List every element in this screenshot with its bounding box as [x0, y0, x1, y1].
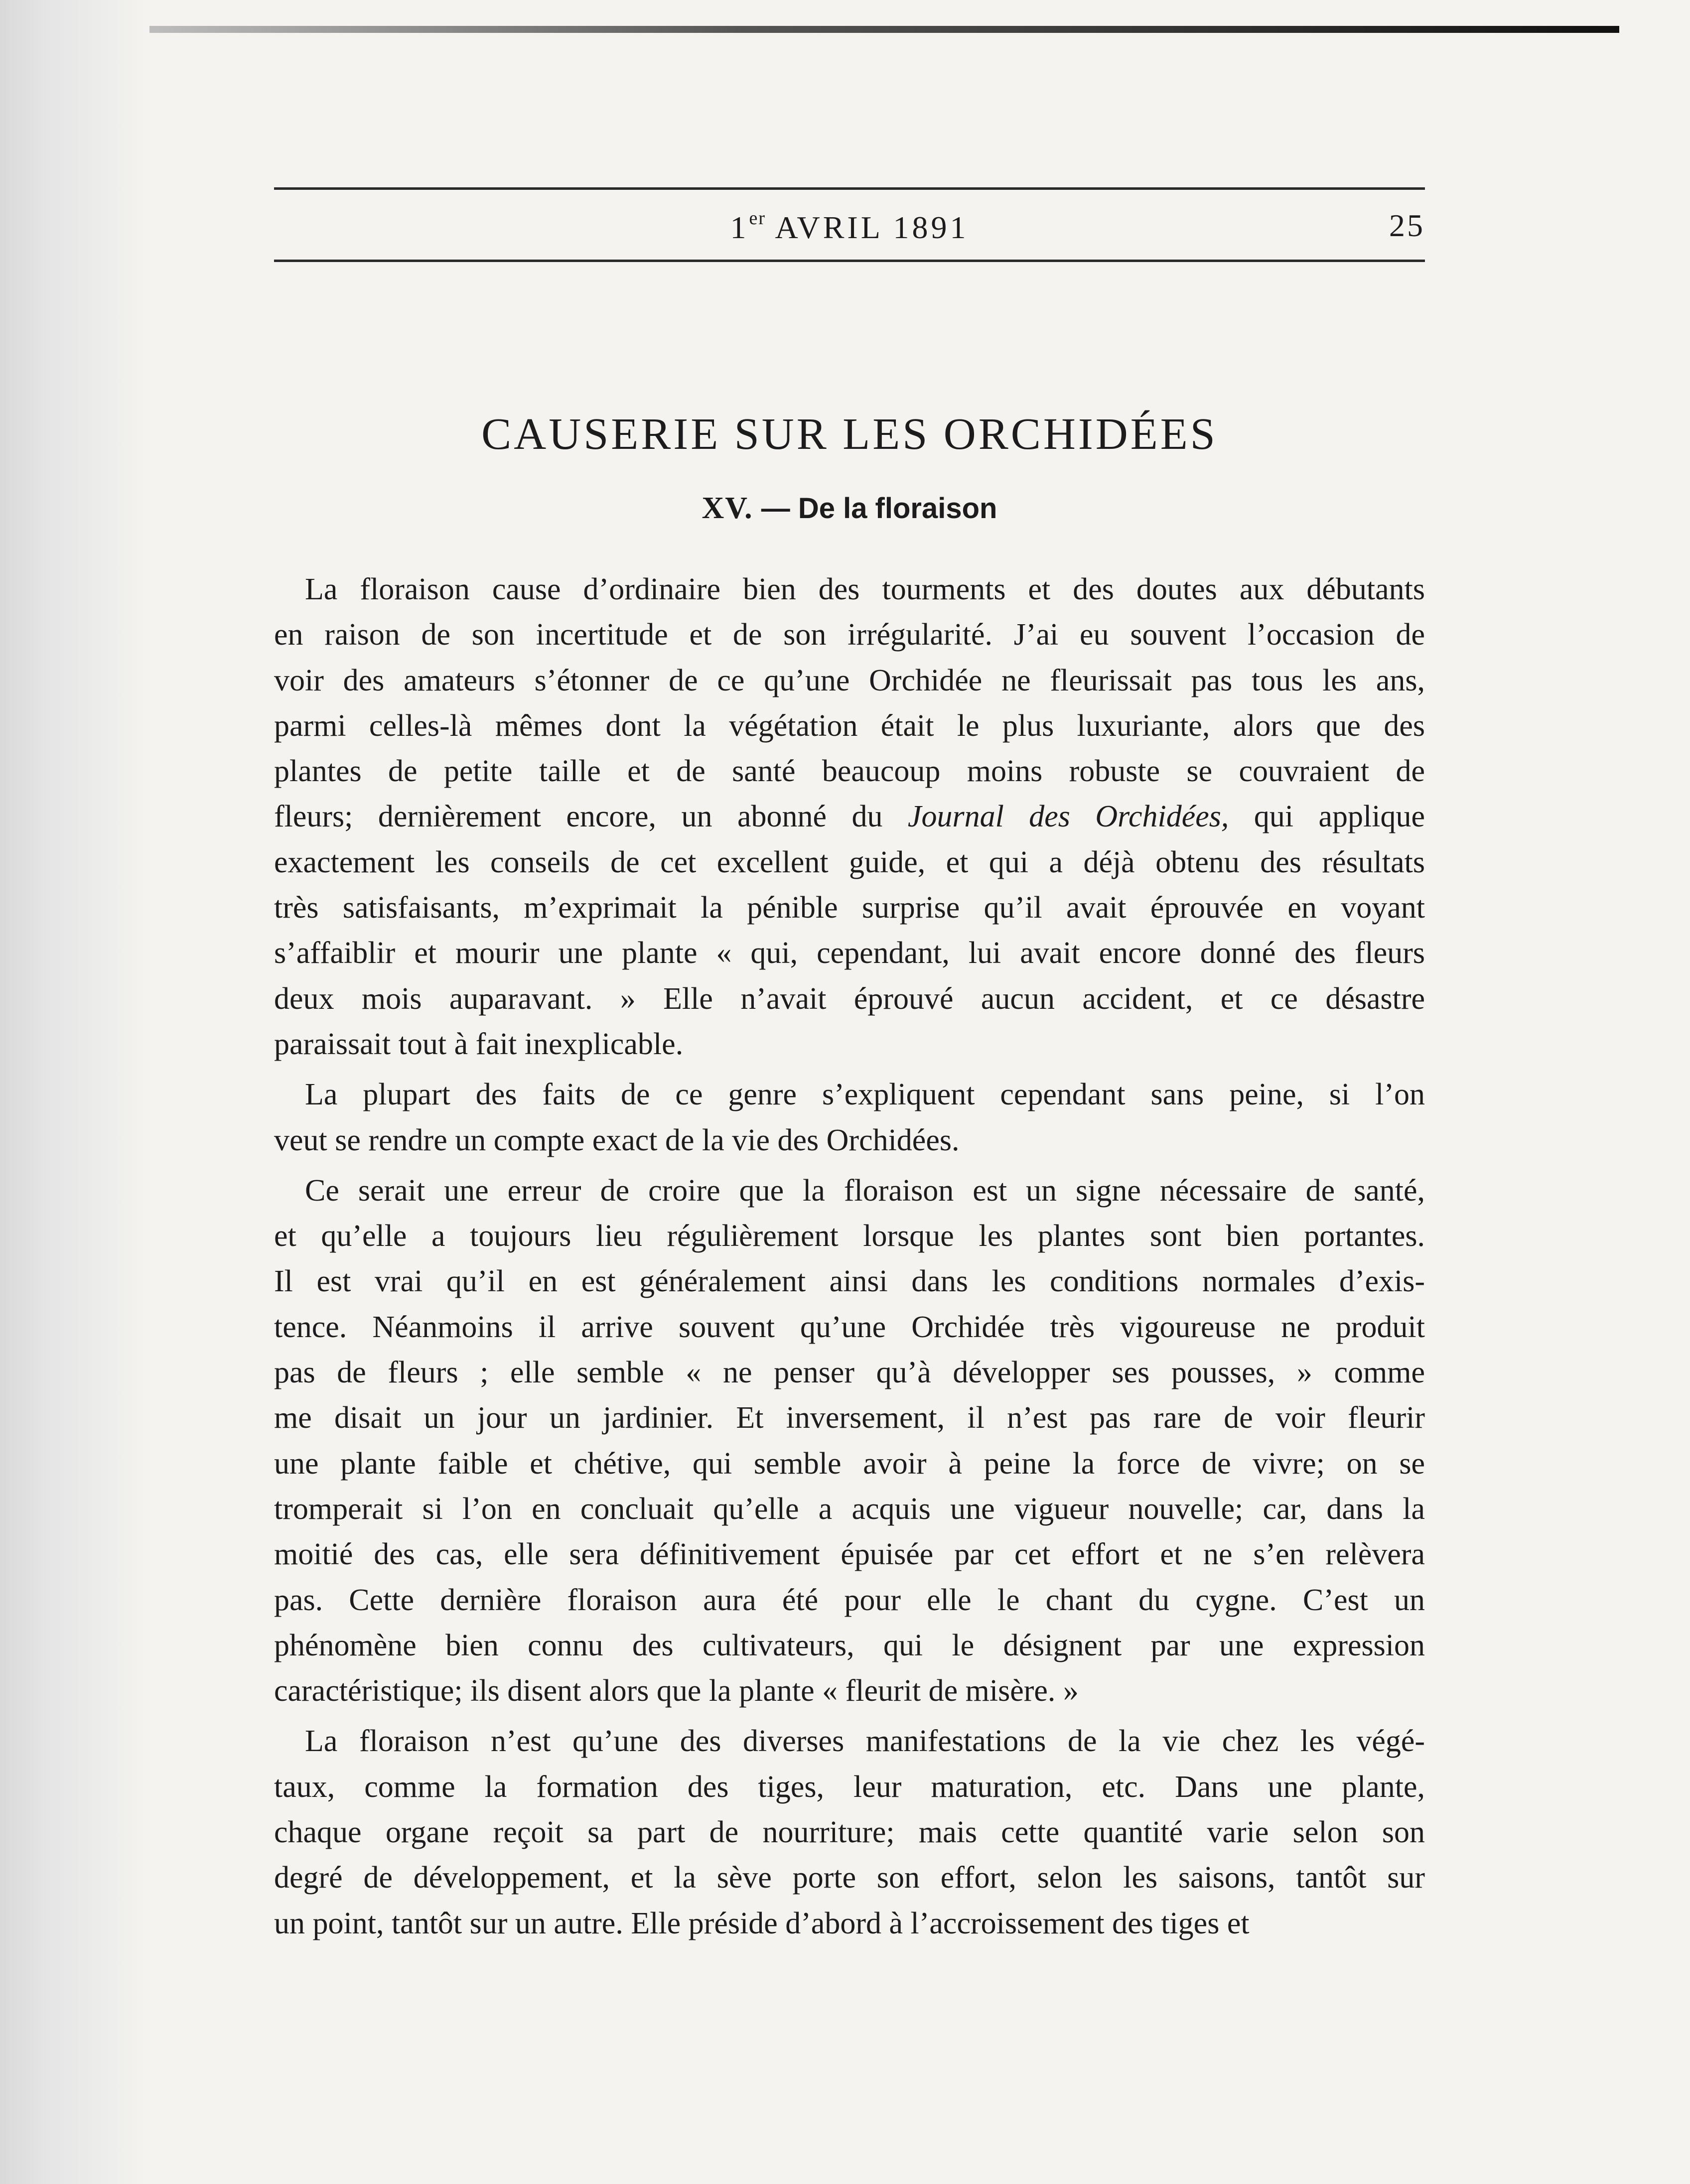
text-line: phénomène bien connu des cultivateurs, qui le désignent par une expression [274, 1628, 1425, 1662]
text-line: très satisfaisants, m’exprimait la pénible surprise qu’il avait éprouvée en voyant [274, 891, 1425, 925]
text-line: paraissait tout à fait inexplicable. [274, 1027, 684, 1061]
text-line: deux mois auparavant. » Elle n’avait éprouvé aucun accident, et ce désastre [274, 981, 1425, 1016]
text-line: caractéristique; ils disent alors que la plante « fleurit de misère. » [274, 1674, 1079, 1708]
text-line: pas. Cette dernière floraison aura été pour elle le chant du cygne. C’est un [274, 1583, 1425, 1617]
text-line: degré de développement, et la sève porte son effort, selon les saisons, tantôt sur [274, 1861, 1425, 1895]
text-line: s’affaiblir et mourir une plante « qui, cependant, lui avait encore donné des fleurs [274, 936, 1425, 970]
header-rule-bottom [274, 260, 1425, 262]
issue-date [274, 207, 1425, 246]
text-line: me disait un jour un jardinier. Et inversement, il n’est pas rare de voir fleurir [274, 1401, 1425, 1435]
article-body [274, 567, 1425, 1951]
issue-date-day: 1 [730, 210, 749, 245]
text-line: tence. Néanmoins il arrive souvent qu’une Orchidée très vigoureuse ne produit [274, 1310, 1425, 1344]
text-line: chaque organe reçoit sa part de nourriture; mais cette quantité varie selon son [274, 1815, 1425, 1850]
text-line: plantes de petite taille et de santé beaucoup moins robuste se couvraient de [274, 754, 1425, 789]
paragraph [274, 1072, 1425, 1163]
article-title: CAUSERIE SUR LES ORCHIDÉES [481, 410, 1218, 459]
text-line: parmi celles-là mêmes dont la végétation était le plus luxuriante, alors que des [274, 708, 1425, 743]
text-line: exactement les conseils de cet excellent guide, et qui a déjà obtenu des résultats [274, 845, 1425, 879]
page-number: 25 [1389, 208, 1425, 243]
section-title: — De la floraison [761, 492, 997, 525]
text-line: Ce serait une erreur de croire que la floraison est un signe nécessaire de santé, [305, 1173, 1425, 1208]
section-heading [274, 491, 1425, 526]
paragraph [274, 567, 1425, 1067]
text-line: La floraison cause d’ordinaire bien des tourments et des doutes aux débutants [305, 572, 1425, 606]
paragraph [274, 1719, 1425, 1946]
text-line: moitié des cas, elle sera définitivement épuisée par cet effort et ne s’en relèvera [274, 1537, 1425, 1572]
text-line: et qu’elle a toujours lieu régulièrement lorsque les plantes sont bien portantes. [274, 1219, 1425, 1253]
section-number: XV. [702, 491, 753, 525]
text-line: La plupart des faits de ce genre s’expliquent cependant sans peine, si l’on [305, 1078, 1425, 1112]
issue-date-suffix: er [749, 208, 766, 229]
text-line: en raison de son incertitude et de son irrégularité. J’ai eu souvent l’occasion de [274, 618, 1425, 652]
text-line: voir des amateurs s’étonner de ce qu’une Orchidée ne fleurissait pas tous les ans, [274, 663, 1425, 697]
header-rule-top [274, 187, 1425, 190]
issue-date-month-year: AVRIL 1891 [775, 210, 969, 245]
journal-title-italic: Journal des Orchidées, [907, 800, 1229, 834]
text-line: une plante faible et chétive, qui semble avoir à peine la force de vivre; on se [274, 1446, 1425, 1481]
text-line: tromperait si l’on en concluait qu’elle a acquis une vigueur nouvelle; car, dans la [274, 1492, 1425, 1526]
text-line: La floraison n’est qu’une des diverses manifestations de la vie chez les végé- [305, 1724, 1425, 1759]
paragraph [274, 1168, 1425, 1714]
text-line: taux, comme la formation des tiges, leur maturation, etc. Dans une plante, [274, 1770, 1425, 1804]
scan-gutter-shadow [0, 0, 149, 2184]
text-line: veut se rendre un compte exact de la vie des Orchidées. [274, 1123, 960, 1157]
text-line: fleurs; dernièrement encore, un abonné du Journal des Orchidées, qui applique [274, 800, 1425, 834]
text-line: pas de fleurs ; elle semble « ne penser qu’à développer ses pousses, » comme [274, 1356, 1425, 1390]
text-line: Il est vrai qu’il en est généralement ainsi dans les conditions normales d’exis- [274, 1264, 1425, 1299]
text-line: un point, tantôt sur un autre. Elle préside d’abord à l’accroissement des tiges et [274, 1906, 1250, 1940]
running-head [274, 187, 1425, 262]
scan-edge-line [149, 26, 1619, 33]
